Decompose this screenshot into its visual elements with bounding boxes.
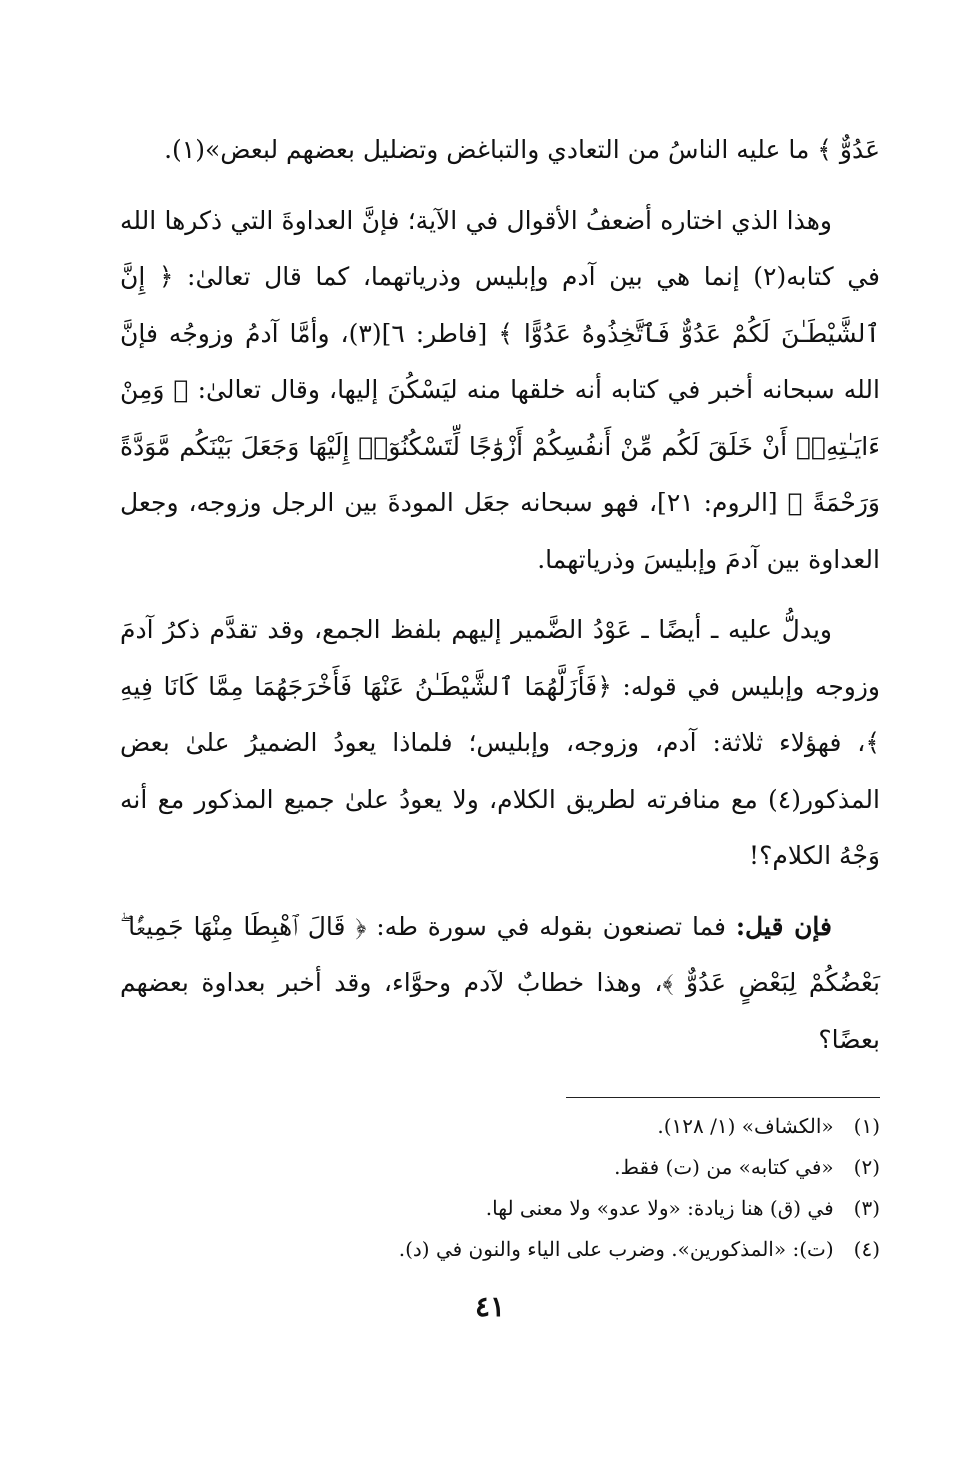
footnote-4 bbox=[120, 1229, 880, 1270]
footnote-number: (٢) bbox=[853, 1155, 880, 1179]
footnote-divider bbox=[566, 1097, 880, 1098]
paragraph-3: ويدلُّ عليه ـ أيضًا ـ عَوْدُ الضَّمير إليهم بلفظ الجمع، وقد تقدَّم ذكرُ آدمَ وزوجه وإبليس في قوله: ﴿فَأَزَلَّهُمَا ٱلشَّيْطَـٰنُ عَنْهَا فَأَخْرَجَهُمَا مِمَّا كَانَا فِيهِ ﴾، فهؤلاء ثلاثة: آدم، وزوجه، وإبليس؛ فلماذا يعودُ الضميرُ علىٰ بعض المذكور(٤) مع منافرته لطريق الكلام، ولا يعودُ علىٰ جميع المذكور مع أنه وَجْهُ الكلام؟! bbox=[120, 615, 880, 870]
main-text bbox=[120, 122, 880, 1068]
footnote-1 bbox=[120, 1106, 880, 1147]
question-paragraph bbox=[120, 899, 880, 1069]
footnote-text: (ت): «المذكورين». وضرب على الياء والنون في (د). bbox=[398, 1237, 834, 1261]
footnote-number: (١) bbox=[853, 1114, 880, 1138]
paragraph-2: وهذا الذي اختاره أضعفُ الأقوال في الآية؛ فإنَّ العداوةَ التي ذكرها الله في كتابه(٢) إنما هي بين آدم وإبليس وذرياتهما، كما قال تعالىٰ: ﴿ إِنَّ ٱلشَّيْطَـٰنَ لَكُمْ عَدُوٌّ فَٱتَّخِذُوهُ عَدُوًّا ﴾ [فاطر: ٦](٣)، وأمَّا آدمُ وزوجُه فإنَّ الله سبحانه أخبر في كتابه أنه خلقها منه ليَسْكُنَ إليها، وقال تعالىٰ: ﴿ وَمِنْ ءَايَـٰتِهِۦٓ أَنْ خَلَقَ لَكُم مِّنْ أَنفُسِكُمْ أَزْوَٰجًا لِّتَسْكُنُوٓا۟ إِلَيْهَا وَجَعَلَ بَيْنَكُم مَّوَدَّةً وَرَحْمَةً ﴾ [الروم: ٢١]، فهو سبحانه جعَل المودةَ بين الرجل وزوجه، وجعل العداوة بين آدمَ وإبليسَ وذرياتهما. bbox=[120, 205, 881, 574]
paragraph-1: عَدُوٌّ ﴾ ما عليه الناسُ من التعادي والتباغض وتضليل بعضهم لبعض»(١). bbox=[164, 135, 880, 164]
footnote-text: «الكشاف» (١/ ١٢٨). bbox=[657, 1114, 834, 1138]
footnote-number: (٣) bbox=[853, 1196, 880, 1220]
page-number: ٤١ bbox=[474, 1290, 506, 1323]
footnote-text: في (ق) هنا زيادة: «ولا عدو» ولا معنى لها. bbox=[485, 1196, 834, 1220]
footnote-3 bbox=[120, 1188, 880, 1229]
question-text: فما تصنعون بقوله في سورة طه: ﴿ قَالَ ٱهْبِطَا مِنْهَا جَمِيعًۢا ۖ بَعْضُكُمْ لِبَعْضٍ عَدُوٌّ ﴾، وهذا خطابٌ لآدم وحوَّاء، وقد أخبر بعداوة بعضهم بعضًا؟ bbox=[120, 911, 880, 1054]
footnote-text: «في كتابه» من (ت) فقط. bbox=[614, 1155, 834, 1179]
question-lead: فإن قيل: bbox=[735, 911, 832, 941]
footnotes bbox=[120, 1106, 880, 1270]
footnote-2 bbox=[120, 1147, 880, 1188]
footnote-number: (٤) bbox=[853, 1237, 880, 1261]
